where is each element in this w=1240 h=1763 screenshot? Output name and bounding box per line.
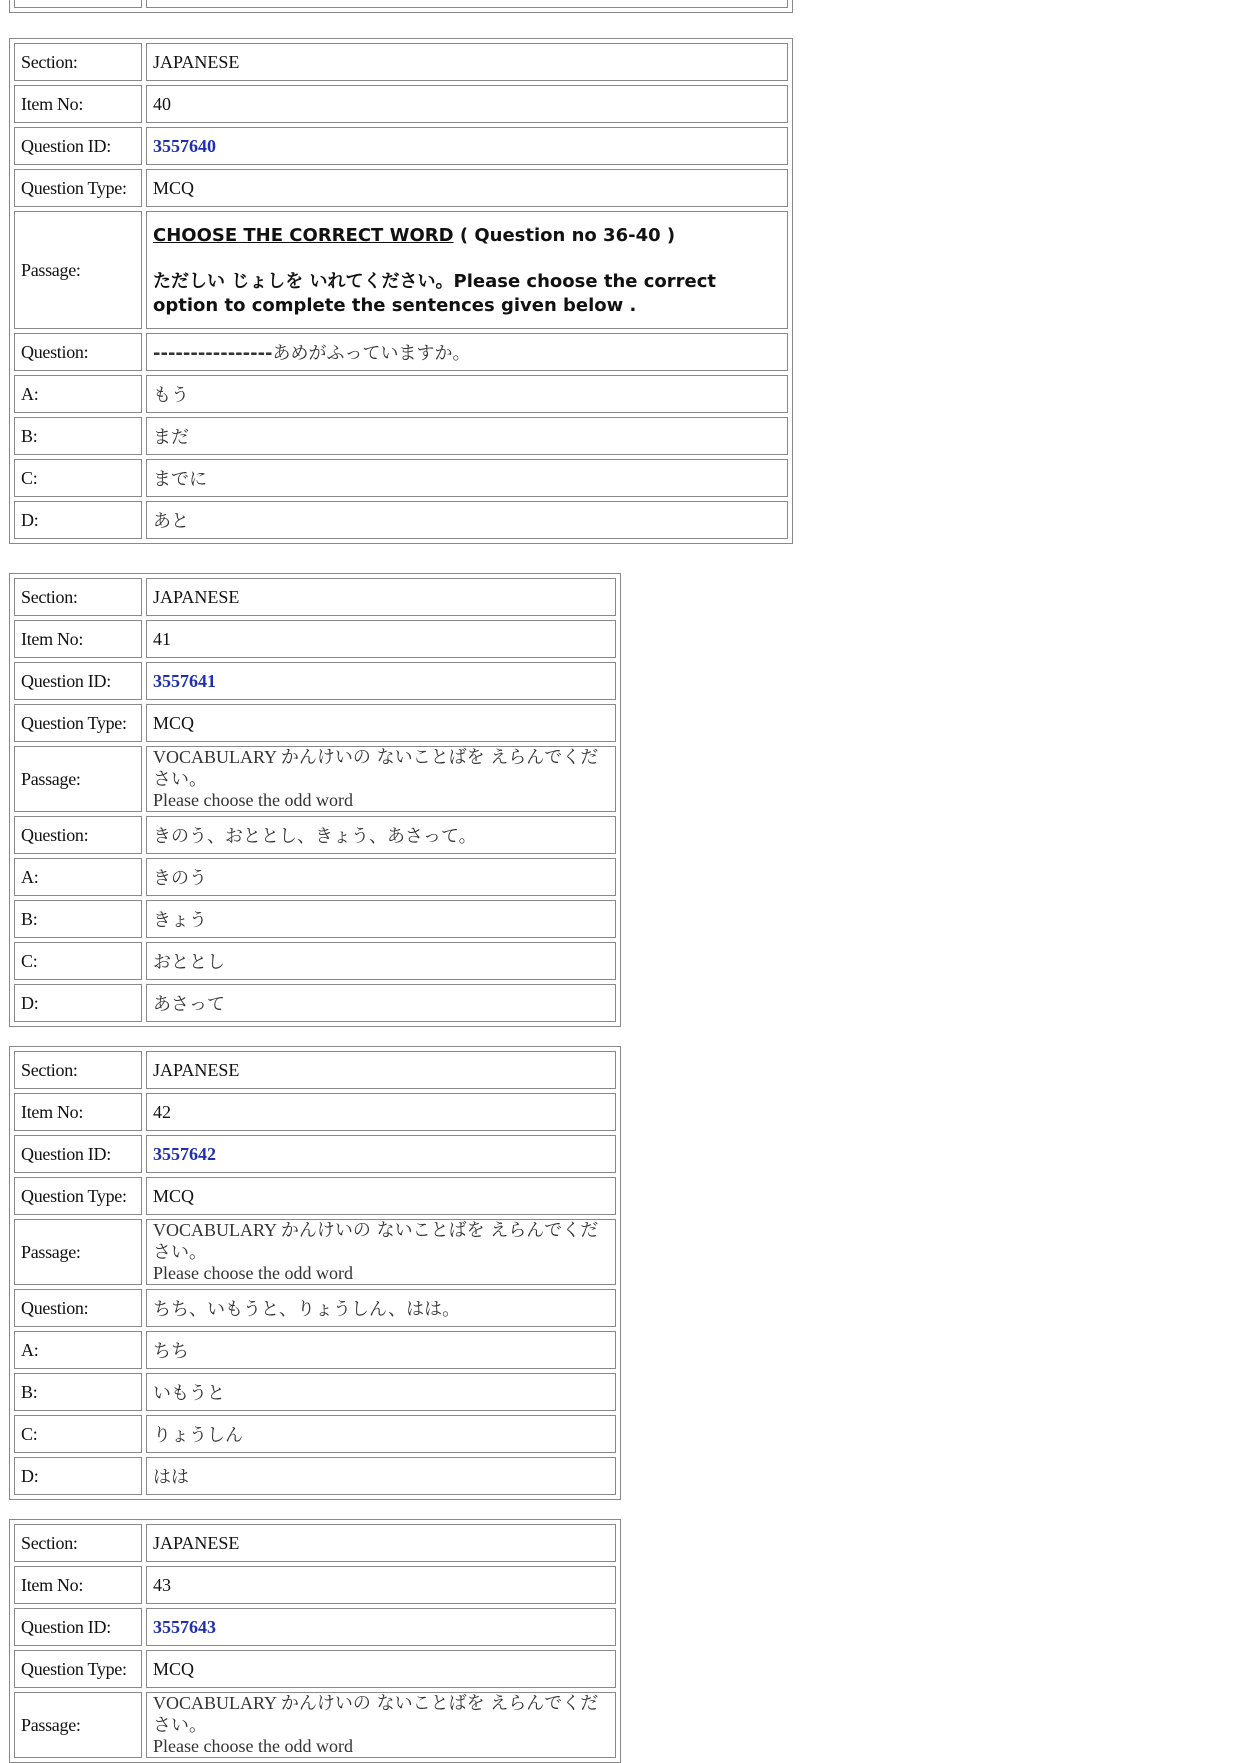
passage-row xyxy=(14,1692,616,1758)
question-value xyxy=(146,333,788,371)
passage-row xyxy=(14,1219,616,1285)
item-no-row xyxy=(14,1093,616,1131)
question-id-value: 3557641 xyxy=(146,662,616,700)
item-no-value: 40 xyxy=(146,85,788,123)
question-label: Question: xyxy=(14,333,142,371)
option-a-label: A: xyxy=(14,858,142,896)
item-no-value: 41 xyxy=(146,620,616,658)
question-row xyxy=(14,1289,616,1327)
section-value: JAPANESE xyxy=(146,578,616,616)
passage-label: Passage: xyxy=(14,211,142,329)
question-row xyxy=(14,333,788,371)
option-b-row xyxy=(14,900,616,938)
question-type-value: MCQ xyxy=(146,169,788,207)
section-value: JAPANESE xyxy=(146,1524,616,1562)
option-d-row xyxy=(14,1457,616,1495)
item-no-label: Item No: xyxy=(14,1566,142,1604)
option-d-label: D: xyxy=(14,984,142,1022)
question-id-label: Question ID: xyxy=(14,1608,142,1646)
option-a-row xyxy=(14,858,616,896)
passage-en: Please choose the odd word xyxy=(153,790,353,811)
item-no-value: 42 xyxy=(146,1093,616,1131)
section-label: Section: xyxy=(14,1051,142,1089)
passage-en: Please choose the odd word xyxy=(153,1263,353,1284)
question-table-43 xyxy=(9,1519,621,1763)
question-label: Question: xyxy=(14,816,142,854)
option-d-value: はは xyxy=(146,1457,616,1495)
option-a-label: A: xyxy=(14,375,142,413)
option-b-row xyxy=(14,1373,616,1411)
passage-heading-suffix: ( Question no 36-40 ) xyxy=(459,224,676,246)
question-id-row xyxy=(14,662,616,700)
option-d-label: D: xyxy=(14,501,142,539)
question-table-41 xyxy=(9,573,621,1027)
passage-word: VOCABULARY xyxy=(153,747,277,767)
option-c-row xyxy=(14,459,788,497)
item-no-row xyxy=(14,85,788,123)
passage-value xyxy=(146,1692,616,1758)
section-value: JAPANESE xyxy=(146,43,788,81)
section-row xyxy=(14,1051,616,1089)
option-a-label: A: xyxy=(14,1331,142,1369)
question-id-label: Question ID: xyxy=(14,127,142,165)
option-b-value: まだ xyxy=(146,417,788,455)
option-a-value: もう xyxy=(146,375,788,413)
option-d-label: D: xyxy=(14,1457,142,1495)
passage-text: ただしい じょしを いれてください。Please choose the correct option to complete the sentences given below . xyxy=(153,270,717,317)
option-c-value: までに xyxy=(146,459,788,497)
option-c-label: C: xyxy=(14,1415,142,1453)
option-a-row xyxy=(14,375,788,413)
question-type-label: Question Type: xyxy=(14,1650,142,1688)
passage-jp: かんけいの ないことばを えらんでください。 xyxy=(153,1220,599,1263)
passage-label: Passage: xyxy=(14,1219,142,1285)
item-no-label: Item No: xyxy=(14,85,142,123)
question-id-label: Question ID: xyxy=(14,1135,142,1173)
passage-label: Passage: xyxy=(14,746,142,812)
item-no-row xyxy=(14,1566,616,1604)
option-b-label: B: xyxy=(14,417,142,455)
question-type-value: MCQ xyxy=(146,1650,616,1688)
passage-row xyxy=(14,211,788,329)
question-blank: ---------------- xyxy=(153,343,273,364)
option-c-value: おととし xyxy=(146,942,616,980)
option-b-label: B: xyxy=(14,1373,142,1411)
passage-value xyxy=(146,1219,616,1285)
previous-value-cell xyxy=(146,0,788,8)
item-no-label: Item No: xyxy=(14,1093,142,1131)
passage-heading: CHOOSE THE CORRECT WORD xyxy=(153,224,454,246)
question-value: ちち、いもうと、りょうしん、はは。 xyxy=(146,1289,616,1327)
question-type-label: Question Type: xyxy=(14,704,142,742)
option-b-row xyxy=(14,417,788,455)
question-id-value: 3557642 xyxy=(146,1135,616,1173)
option-a-value: ちち xyxy=(146,1331,616,1369)
previous-question-table-fragment xyxy=(9,0,793,13)
question-id-row xyxy=(14,127,788,165)
option-b-value: きょう xyxy=(146,900,616,938)
question-type-row xyxy=(14,704,616,742)
question-type-value: MCQ xyxy=(146,704,616,742)
question-id-label: Question ID: xyxy=(14,662,142,700)
item-no-label: Item No: xyxy=(14,620,142,658)
passage-jp: かんけいの ないことばを えらんでください。 xyxy=(153,747,599,790)
section-row xyxy=(14,1524,616,1562)
question-type-row xyxy=(14,1177,616,1215)
passage-word: VOCABULARY xyxy=(153,1693,277,1713)
option-c-label: C: xyxy=(14,459,142,497)
question-row xyxy=(14,816,616,854)
passage-word: VOCABULARY xyxy=(153,1220,277,1240)
passage-row xyxy=(14,746,616,812)
question-table-40 xyxy=(9,38,793,544)
question-text: あめがふっていますか。 xyxy=(272,343,471,364)
question-id-value: 3557643 xyxy=(146,1608,616,1646)
section-row xyxy=(14,43,788,81)
option-a-row xyxy=(14,1331,616,1369)
passage-en: Please choose the odd word xyxy=(153,1736,353,1757)
section-row xyxy=(14,578,616,616)
question-table-42 xyxy=(9,1046,621,1500)
previous-label-cell xyxy=(14,0,142,8)
option-d-value: あと xyxy=(146,501,788,539)
passage-value xyxy=(146,746,616,812)
question-label: Question: xyxy=(14,1289,142,1327)
option-b-value: いもうと xyxy=(146,1373,616,1411)
passage-label: Passage: xyxy=(14,1692,142,1758)
option-c-value: りょうしん xyxy=(146,1415,616,1453)
passage-value xyxy=(146,211,788,329)
item-no-row xyxy=(14,620,616,658)
option-b-label: B: xyxy=(14,900,142,938)
question-type-row xyxy=(14,169,788,207)
option-c-row xyxy=(14,1415,616,1453)
option-d-row xyxy=(14,501,788,539)
option-c-row xyxy=(14,942,616,980)
option-d-row xyxy=(14,984,616,1022)
option-c-label: C: xyxy=(14,942,142,980)
question-type-row xyxy=(14,1650,616,1688)
section-label: Section: xyxy=(14,1524,142,1562)
option-d-value: あさって xyxy=(146,984,616,1022)
question-id-row xyxy=(14,1135,616,1173)
section-value: JAPANESE xyxy=(146,1051,616,1089)
question-type-label: Question Type: xyxy=(14,169,142,207)
question-type-label: Question Type: xyxy=(14,1177,142,1215)
question-value: きのう、おととし、きょう、あさって。 xyxy=(146,816,616,854)
question-id-value: 3557640 xyxy=(146,127,788,165)
option-a-value: きのう xyxy=(146,858,616,896)
passage-jp: かんけいの ないことばを えらんでください。 xyxy=(153,1693,599,1736)
item-no-value: 43 xyxy=(146,1566,616,1604)
section-label: Section: xyxy=(14,43,142,81)
question-type-value: MCQ xyxy=(146,1177,616,1215)
question-id-row xyxy=(14,1608,616,1646)
section-label: Section: xyxy=(14,578,142,616)
